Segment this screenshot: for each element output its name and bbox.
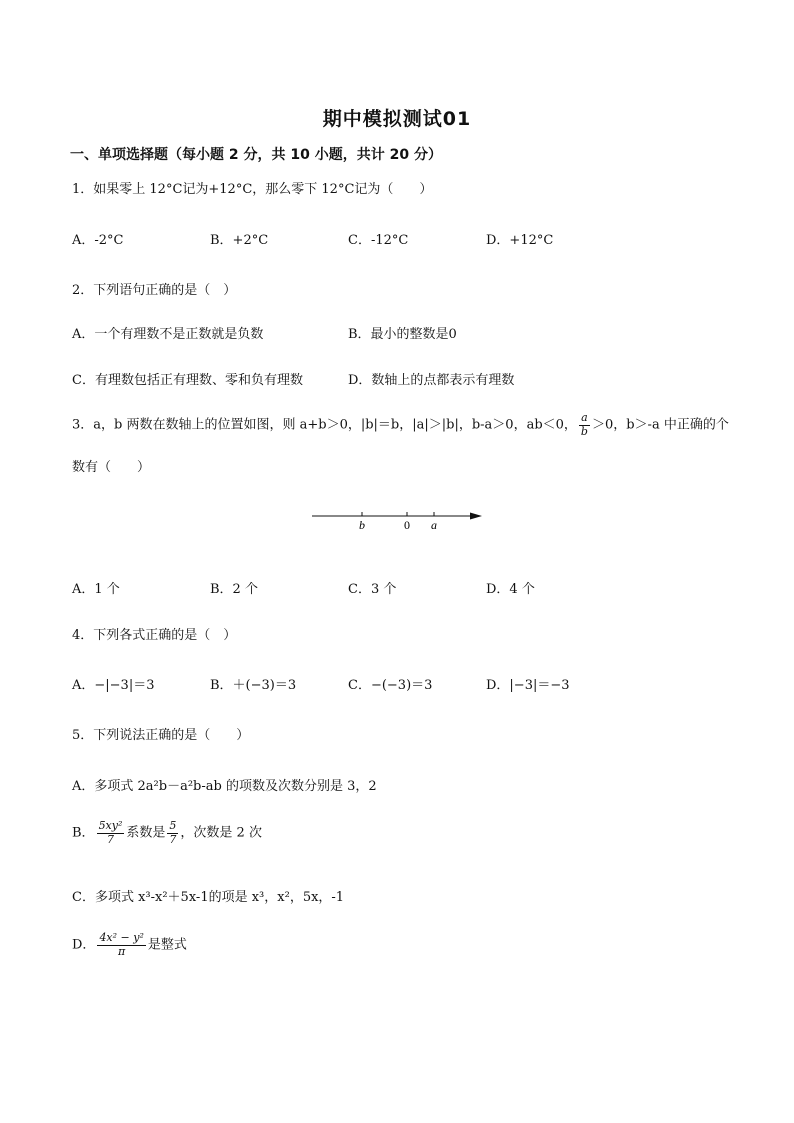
option-d-prefix: D．	[72, 937, 96, 953]
question-5-option-d[interactable]	[72, 932, 187, 958]
fraction-5xy2-over-7	[97, 820, 125, 846]
question-4-option-d[interactable]: D．|−3|＝−3	[486, 678, 570, 693]
question-3-option-d[interactable]: D．4 个	[486, 582, 535, 597]
question-3-stem-part1: 3．a，b 两数在数轴上的位置如图，则 a+b＞0，|b|＝b，|a|＞|b|，b-a＞0，ab＜0，	[72, 417, 577, 433]
question-1-option-a[interactable]: A．-2°C	[72, 233, 124, 248]
fraction-numerator: a	[579, 412, 590, 426]
question-1-option-d[interactable]: D．+12°C	[486, 233, 554, 248]
section-heading: 一、单项选择题（每小题 2 分，共 10 小题，共计 20 分）	[70, 147, 442, 163]
question-4-option-b[interactable]: B．＋(−3)＝3	[210, 678, 297, 693]
question-4-option-c[interactable]: C．−(−3)＝3	[348, 678, 433, 693]
fraction-4x2-minus-y2-over-pi	[97, 932, 145, 958]
question-3-option-b[interactable]: B．2 个	[210, 582, 258, 597]
question-2-option-a[interactable]: A．一个有理数不是正数就是负数	[72, 327, 264, 342]
number-line-arrow-icon	[470, 513, 482, 520]
fraction-denominator: 7	[106, 832, 114, 846]
fraction-a-over-b	[579, 412, 590, 438]
question-5-option-c[interactable]: C．多项式 x³-x²＋5x-1的项是 x³，x²，5x，-1	[72, 890, 345, 905]
question-5-option-a[interactable]: A．多项式 2a²b－a²b-ab 的项数及次数分别是 3，2	[72, 779, 377, 794]
fraction-denominator: π	[118, 944, 126, 958]
page-title: 期中模拟测试01	[322, 108, 472, 130]
question-3-stem	[72, 412, 729, 438]
fraction-denominator: b	[580, 424, 588, 438]
question-1-option-b[interactable]: B．+2°C	[210, 233, 269, 248]
axis-label-b: b	[359, 518, 365, 532]
axis-label-a: a	[431, 518, 437, 532]
question-4-option-a[interactable]: A．−|−3|＝3	[72, 678, 155, 693]
question-3-option-a[interactable]: A．1 个	[72, 582, 120, 597]
question-2-stem: 2．下列语句正确的是（ ）	[72, 283, 237, 298]
question-2-option-c[interactable]: C．有理数包括正有理数、零和负有理数	[72, 373, 303, 388]
option-b-mid: 系数是	[126, 825, 166, 841]
question-3-stem-part2: ＞0，b＞-a 中正确的个	[591, 417, 729, 433]
fraction-numerator: 5	[169, 819, 177, 832]
question-5-option-b[interactable]	[72, 820, 262, 846]
question-3-option-c[interactable]: C．3 个	[348, 582, 397, 597]
question-2-option-b[interactable]: B．最小的整数是0	[348, 327, 457, 342]
axis-label-zero: 0	[404, 518, 410, 532]
question-2-option-d[interactable]: D．数轴上的点都表示有理数	[348, 373, 515, 388]
option-d-suffix: 是整式	[147, 937, 187, 953]
fraction-numerator: 4x² − y²	[99, 931, 144, 944]
fraction-5-over-7	[167, 820, 178, 846]
question-5-stem: 5．下列说法正确的是（ ）	[72, 728, 250, 743]
number-line-figure	[310, 502, 490, 536]
option-b-suffix: ，次数是 2 次	[180, 825, 262, 841]
question-4-stem: 4．下列各式正确的是（ ）	[72, 628, 237, 643]
fraction-denominator: 7	[169, 832, 177, 846]
question-1-stem: 1．如果零上 12°C记为+12°C，那么零下 12°C记为（ ）	[72, 182, 433, 197]
option-b-prefix: B．	[72, 825, 95, 841]
question-3-stem-line2: 数有（ ）	[72, 460, 151, 475]
question-1-option-c[interactable]: C．-12°C	[348, 233, 409, 248]
fraction-numerator: 5xy²	[98, 819, 123, 832]
